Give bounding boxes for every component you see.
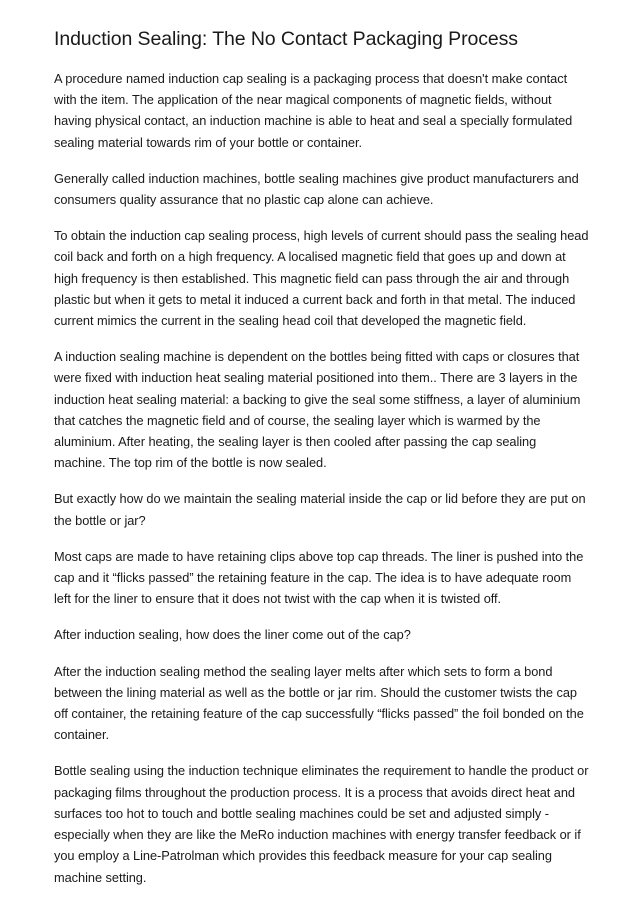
paragraph-5: But exactly how do we maintain the sealing material inside the cap or lid before they are put on the bottle or jar? bbox=[54, 491, 586, 528]
paragraph-9: Bottle sealing using the induction technique eliminates the requirement to handle the product or packaging films throughout the production process. It is a process that avoids direct heat and surfaces too hot to touch and bottle sealing machines could be set and adjusted simply - especially when they are like the MeRo induction machines with energy transfer feedback or if you employ a Line-Patrolman which provides this feedback measure for your cap sealing machine setting. bbox=[54, 763, 589, 885]
paragraph-6: Most caps are made to have retaining clips above top cap threads. The liner is pushed into the cap and it “flicks passed” the retaining feature in the cap. The idea is to have adequate room left for the liner to ensure that it does not twist with the cap when it is twisted off. bbox=[54, 548, 584, 607]
paragraph-3: To obtain the induction cap sealing process, high levels of current should pass the sealing head coil back and forth on a high frequency. A localised magnetic field that goes up and down at high frequency is then established. This magnetic field can pass through the air and through plastic but when it gets to metal it induced a current back and forth in that metal. The induced current mimics the current in the sealing head coil that developed the magnetic field. bbox=[54, 228, 589, 329]
document-title: Induction Sealing: The No Contact Packaging Process bbox=[54, 28, 518, 50]
paragraph-2: Generally called induction machines, bottle sealing machines give product manufacturers and consumers quality assurance that no plastic cap alone can achieve. bbox=[54, 170, 579, 208]
paragraph-4: A induction sealing machine is dependent on the bottles being fitted with caps or closures that were fixed with induction heat sealing material positioned into them.. There are 3 layers in the induction heat sealing material: a backing to give the seal some stiffness, a layer of aluminium that catches the magnetic field and of course, the sealing layer which is warmed by the aluminium. After heating, the sealing layer is then cooled after passing the cap sealing machine. The top rim of the bottle is now sealed. bbox=[54, 349, 581, 471]
paragraph-1: A procedure named induction cap sealing is a packaging process that doesn't make contact with the item. The application of the near magical components of magnetic fields, without having physical contact, an induction machine is able to heat and seal a specially formulated sealing material towards rim of your bottle or container. bbox=[54, 71, 573, 150]
paragraph-8: After the induction sealing method the sealing layer melts after which sets to form a bond between the lining material as well as the bottle or jar rim. Should the customer twists the cap off container, the retaining feature of the cap successfully “flicks passed” the foil bonded on the container. bbox=[54, 663, 584, 743]
paragraph-7: After induction sealing, how does the liner come out of the cap? bbox=[54, 627, 411, 643]
document-page bbox=[54, 26, 590, 903]
